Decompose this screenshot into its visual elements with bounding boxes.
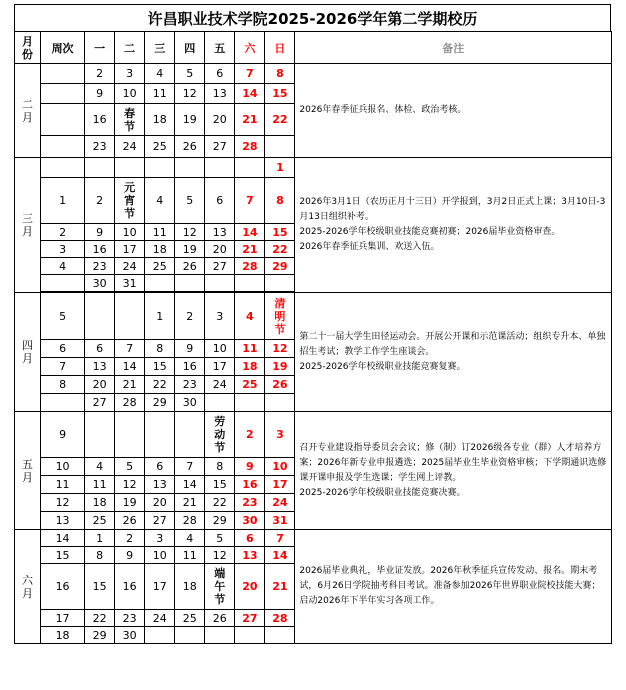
day-cell: 2	[235, 412, 265, 458]
day-cell: 2	[85, 64, 115, 84]
note-mar-text: 2026年3月1日（农历正月十三日）开学报到，3月2日正式上课；3月10日-3月13日组织补考。 2025-2026学年校级职业技能竞赛初赛；2026届毕业资格审查。 2026年春季征兵集训、欢送入伍。	[299, 197, 606, 252]
week-header: 周次	[41, 32, 85, 64]
day-cell: 24	[115, 258, 145, 275]
day-cell: 23	[175, 376, 205, 394]
day-cell: 7	[265, 530, 295, 547]
day-cell: 14	[235, 224, 265, 241]
day-cell: 16	[85, 104, 115, 136]
day-header-sat: 六	[235, 32, 265, 64]
day-cell: 27	[145, 512, 175, 530]
day-cell: 8	[205, 458, 235, 476]
week-cell: 15	[41, 547, 85, 564]
day-cell	[145, 412, 175, 458]
day-cell: 11	[145, 84, 175, 104]
day-cell: 31	[115, 275, 145, 292]
day-cell: 9	[235, 458, 265, 476]
day-cell: 28	[235, 258, 265, 275]
calendar-table	[14, 31, 612, 644]
day-cell: 18	[235, 358, 265, 376]
day-cell: 20	[205, 241, 235, 258]
week-cell	[41, 275, 85, 292]
day-cell: 3	[205, 293, 235, 340]
day-cell: 28	[235, 136, 265, 158]
day-cell: 16	[235, 476, 265, 494]
month-label-feb: 二月	[15, 64, 41, 158]
day-cell: 20	[205, 104, 235, 136]
week-cell	[41, 394, 85, 412]
day-cell: 23	[85, 136, 115, 158]
day-cell: 24	[115, 136, 145, 158]
day-cell: 5	[175, 178, 205, 224]
day-cell: 6	[145, 458, 175, 476]
day-cell	[205, 627, 235, 644]
week-cell: 7	[41, 358, 85, 376]
note-jun: 2026届毕业典礼，毕业证发放。2026年秋季征兵宣传发动、报名。期末考试，6月26日学院抽考科目考试。准备参加2026年世界职业院校技能大赛；启动2026年下半年实习各项工作。	[295, 530, 612, 644]
day-cell: 24	[205, 376, 235, 394]
festival-laodong: 劳动节	[205, 412, 235, 458]
day-cell: 15	[205, 476, 235, 494]
note-may-text: 召开专业建设指导委员会会议；修（制）订2026级各专业（群）人才培养方案；2026年新专业申报遴选；2025届毕业生毕业资格审核；下学期通识选修课开课申报及学生选课；学生网上评教。 2025-2026学年校级职业技能竞赛决赛。	[299, 442, 607, 498]
day-cell: 22	[85, 610, 115, 627]
week-cell: 12	[41, 494, 85, 512]
week-cell	[41, 104, 85, 136]
week-cell: 18	[41, 627, 85, 644]
festival-chunjie: 春节	[115, 104, 145, 136]
day-cell: 30	[115, 627, 145, 644]
day-cell: 8	[85, 547, 115, 564]
day-cell: 4	[145, 64, 175, 84]
day-cell: 13	[205, 224, 235, 241]
day-cell: 22	[265, 241, 295, 258]
day-cell: 30	[235, 512, 265, 530]
day-cell: 25	[175, 610, 205, 627]
table-row	[15, 530, 612, 547]
table-row	[15, 412, 612, 458]
week-cell: 17	[41, 610, 85, 627]
day-cell: 8	[145, 340, 175, 358]
day-cell: 27	[85, 394, 115, 412]
day-cell: 28	[115, 394, 145, 412]
day-cell	[145, 275, 175, 292]
day-cell: 18	[85, 494, 115, 512]
day-cell: 12	[175, 224, 205, 241]
day-cell: 6	[205, 64, 235, 84]
day-cell: 13	[85, 358, 115, 376]
day-header-sun: 日	[265, 32, 295, 64]
day-cell	[235, 158, 265, 178]
day-cell: 1	[85, 530, 115, 547]
festival-qingming: 清明节	[265, 293, 295, 340]
day-cell	[85, 293, 115, 340]
day-cell	[175, 627, 205, 644]
header-row	[15, 32, 612, 64]
day-cell: 13	[145, 476, 175, 494]
day-cell: 16	[85, 241, 115, 258]
day-cell: 4	[235, 293, 265, 340]
day-cell: 19	[265, 358, 295, 376]
day-cell: 24	[145, 610, 175, 627]
day-cell: 14	[175, 476, 205, 494]
day-header-fri: 五	[205, 32, 235, 64]
day-cell: 28	[265, 610, 295, 627]
week-cell: 4	[41, 258, 85, 275]
day-cell: 9	[175, 340, 205, 358]
day-cell: 26	[115, 512, 145, 530]
day-cell: 13	[235, 547, 265, 564]
day-cell: 5	[205, 530, 235, 547]
day-cell: 12	[115, 476, 145, 494]
day-cell	[145, 158, 175, 178]
day-cell: 18	[145, 241, 175, 258]
day-cell: 19	[175, 241, 205, 258]
day-cell: 21	[115, 376, 145, 394]
day-cell: 26	[205, 610, 235, 627]
day-cell: 15	[265, 224, 295, 241]
day-cell	[265, 394, 295, 412]
day-cell: 31	[265, 512, 295, 530]
day-cell: 11	[235, 340, 265, 358]
day-header-mon: 一	[85, 32, 115, 64]
day-cell	[175, 158, 205, 178]
day-cell: 11	[85, 476, 115, 494]
day-cell: 20	[235, 564, 265, 610]
day-cell: 17	[265, 476, 295, 494]
day-cell: 11	[145, 224, 175, 241]
day-cell: 25	[85, 512, 115, 530]
day-cell: 21	[235, 104, 265, 136]
table-row	[15, 158, 612, 178]
week-cell: 9	[41, 412, 85, 458]
day-cell: 30	[175, 394, 205, 412]
table-row	[15, 293, 612, 340]
month-label-apr: 四月	[15, 293, 41, 412]
day-cell	[235, 275, 265, 292]
day-cell: 28	[175, 512, 205, 530]
month-header: 月份	[15, 32, 41, 64]
day-cell: 12	[265, 340, 295, 358]
festival-yuanxiao: 元宵节	[115, 178, 145, 224]
day-cell	[115, 293, 145, 340]
day-cell	[205, 394, 235, 412]
note-apr-text: 第二十一届大学生田径运动会。开展公开课和示范课活动；组织专升本、单独招生考试；教学工作学生座谈会。 2025-2026学年校级职业技能竞赛复赛。	[299, 331, 606, 372]
day-cell: 25	[235, 376, 265, 394]
day-cell: 9	[115, 547, 145, 564]
day-cell: 4	[145, 178, 175, 224]
day-cell: 16	[175, 358, 205, 376]
day-cell: 24	[265, 494, 295, 512]
week-cell: 6	[41, 340, 85, 358]
month-label-mar: 三月	[15, 158, 41, 293]
day-cell: 23	[235, 494, 265, 512]
week-cell	[41, 84, 85, 104]
day-cell: 25	[145, 136, 175, 158]
day-cell: 14	[115, 358, 145, 376]
day-cell: 15	[145, 358, 175, 376]
note-feb: 2026年春季征兵报名、体检、政治考核。	[295, 64, 612, 158]
week-cell	[41, 158, 85, 178]
day-cell: 27	[205, 258, 235, 275]
day-cell: 21	[265, 564, 295, 610]
day-cell: 25	[145, 258, 175, 275]
day-cell: 1	[265, 158, 295, 178]
day-cell: 29	[265, 258, 295, 275]
day-cell: 26	[175, 136, 205, 158]
day-cell	[235, 394, 265, 412]
day-cell: 15	[85, 564, 115, 610]
day-cell: 26	[175, 258, 205, 275]
day-cell	[175, 275, 205, 292]
week-cell: 2	[41, 224, 85, 241]
day-cell: 23	[85, 258, 115, 275]
day-cell	[265, 275, 295, 292]
day-cell: 30	[85, 275, 115, 292]
day-cell: 5	[175, 64, 205, 84]
day-cell: 27	[235, 610, 265, 627]
page-title: 许昌职业技术学院2025-2026学年第二学期校历	[14, 4, 611, 31]
day-cell: 10	[265, 458, 295, 476]
day-cell: 1	[145, 293, 175, 340]
day-cell: 10	[115, 84, 145, 104]
day-cell: 10	[115, 224, 145, 241]
day-cell: 7	[235, 64, 265, 84]
week-cell: 13	[41, 512, 85, 530]
day-cell: 6	[205, 178, 235, 224]
day-cell: 21	[175, 494, 205, 512]
day-cell: 19	[175, 104, 205, 136]
day-cell: 4	[175, 530, 205, 547]
day-cell: 29	[205, 512, 235, 530]
day-cell: 22	[145, 376, 175, 394]
day-cell: 15	[265, 84, 295, 104]
day-cell: 17	[115, 241, 145, 258]
day-cell: 26	[265, 376, 295, 394]
day-cell	[205, 158, 235, 178]
day-cell: 18	[175, 564, 205, 610]
day-cell: 17	[205, 358, 235, 376]
day-cell: 4	[85, 458, 115, 476]
week-cell	[41, 64, 85, 84]
note-apr	[295, 293, 612, 412]
day-header-wed: 三	[145, 32, 175, 64]
day-cell: 3	[115, 64, 145, 84]
day-cell	[115, 158, 145, 178]
day-cell: 8	[265, 64, 295, 84]
day-cell: 17	[145, 564, 175, 610]
note-mar	[295, 158, 612, 293]
week-cell: 16	[41, 564, 85, 610]
day-cell: 13	[205, 84, 235, 104]
day-cell: 10	[145, 547, 175, 564]
day-cell: 3	[265, 412, 295, 458]
day-cell: 14	[235, 84, 265, 104]
day-cell: 22	[205, 494, 235, 512]
day-cell: 9	[85, 84, 115, 104]
week-cell: 10	[41, 458, 85, 476]
day-cell: 7	[175, 458, 205, 476]
day-cell	[265, 136, 295, 158]
day-cell	[205, 275, 235, 292]
day-header-thu: 四	[175, 32, 205, 64]
day-cell: 14	[265, 547, 295, 564]
day-cell: 5	[115, 458, 145, 476]
day-cell: 10	[205, 340, 235, 358]
day-cell: 20	[85, 376, 115, 394]
week-cell: 1	[41, 178, 85, 224]
day-cell: 18	[145, 104, 175, 136]
note-may	[295, 412, 612, 530]
day-cell: 27	[205, 136, 235, 158]
week-cell: 3	[41, 241, 85, 258]
month-label-may: 五月	[15, 412, 41, 530]
day-cell: 20	[145, 494, 175, 512]
day-cell	[85, 412, 115, 458]
day-cell: 21	[235, 241, 265, 258]
day-cell: 3	[145, 530, 175, 547]
week-cell: 11	[41, 476, 85, 494]
festival-duanwu: 端午节	[205, 564, 235, 610]
day-cell: 2	[175, 293, 205, 340]
day-cell: 6	[235, 530, 265, 547]
day-cell	[85, 158, 115, 178]
month-label-jun: 六月	[15, 530, 41, 644]
day-cell	[265, 627, 295, 644]
day-cell	[115, 412, 145, 458]
day-cell: 16	[115, 564, 145, 610]
day-cell	[145, 627, 175, 644]
day-cell: 9	[85, 224, 115, 241]
week-cell: 8	[41, 376, 85, 394]
note-header: 备注	[295, 32, 612, 64]
day-cell: 23	[115, 610, 145, 627]
day-cell: 7	[235, 178, 265, 224]
day-cell: 2	[85, 178, 115, 224]
day-cell	[235, 627, 265, 644]
day-cell: 6	[85, 340, 115, 358]
day-cell	[175, 412, 205, 458]
day-cell: 7	[115, 340, 145, 358]
day-cell: 29	[145, 394, 175, 412]
week-cell	[41, 136, 85, 158]
week-cell: 5	[41, 293, 85, 340]
table-row	[15, 64, 612, 84]
day-cell: 19	[115, 494, 145, 512]
day-cell: 12	[175, 84, 205, 104]
day-cell: 2	[115, 530, 145, 547]
day-cell: 12	[205, 547, 235, 564]
day-cell: 11	[175, 547, 205, 564]
day-cell: 22	[265, 104, 295, 136]
week-cell: 14	[41, 530, 85, 547]
day-header-tue: 二	[115, 32, 145, 64]
day-cell: 8	[265, 178, 295, 224]
day-cell: 29	[85, 627, 115, 644]
